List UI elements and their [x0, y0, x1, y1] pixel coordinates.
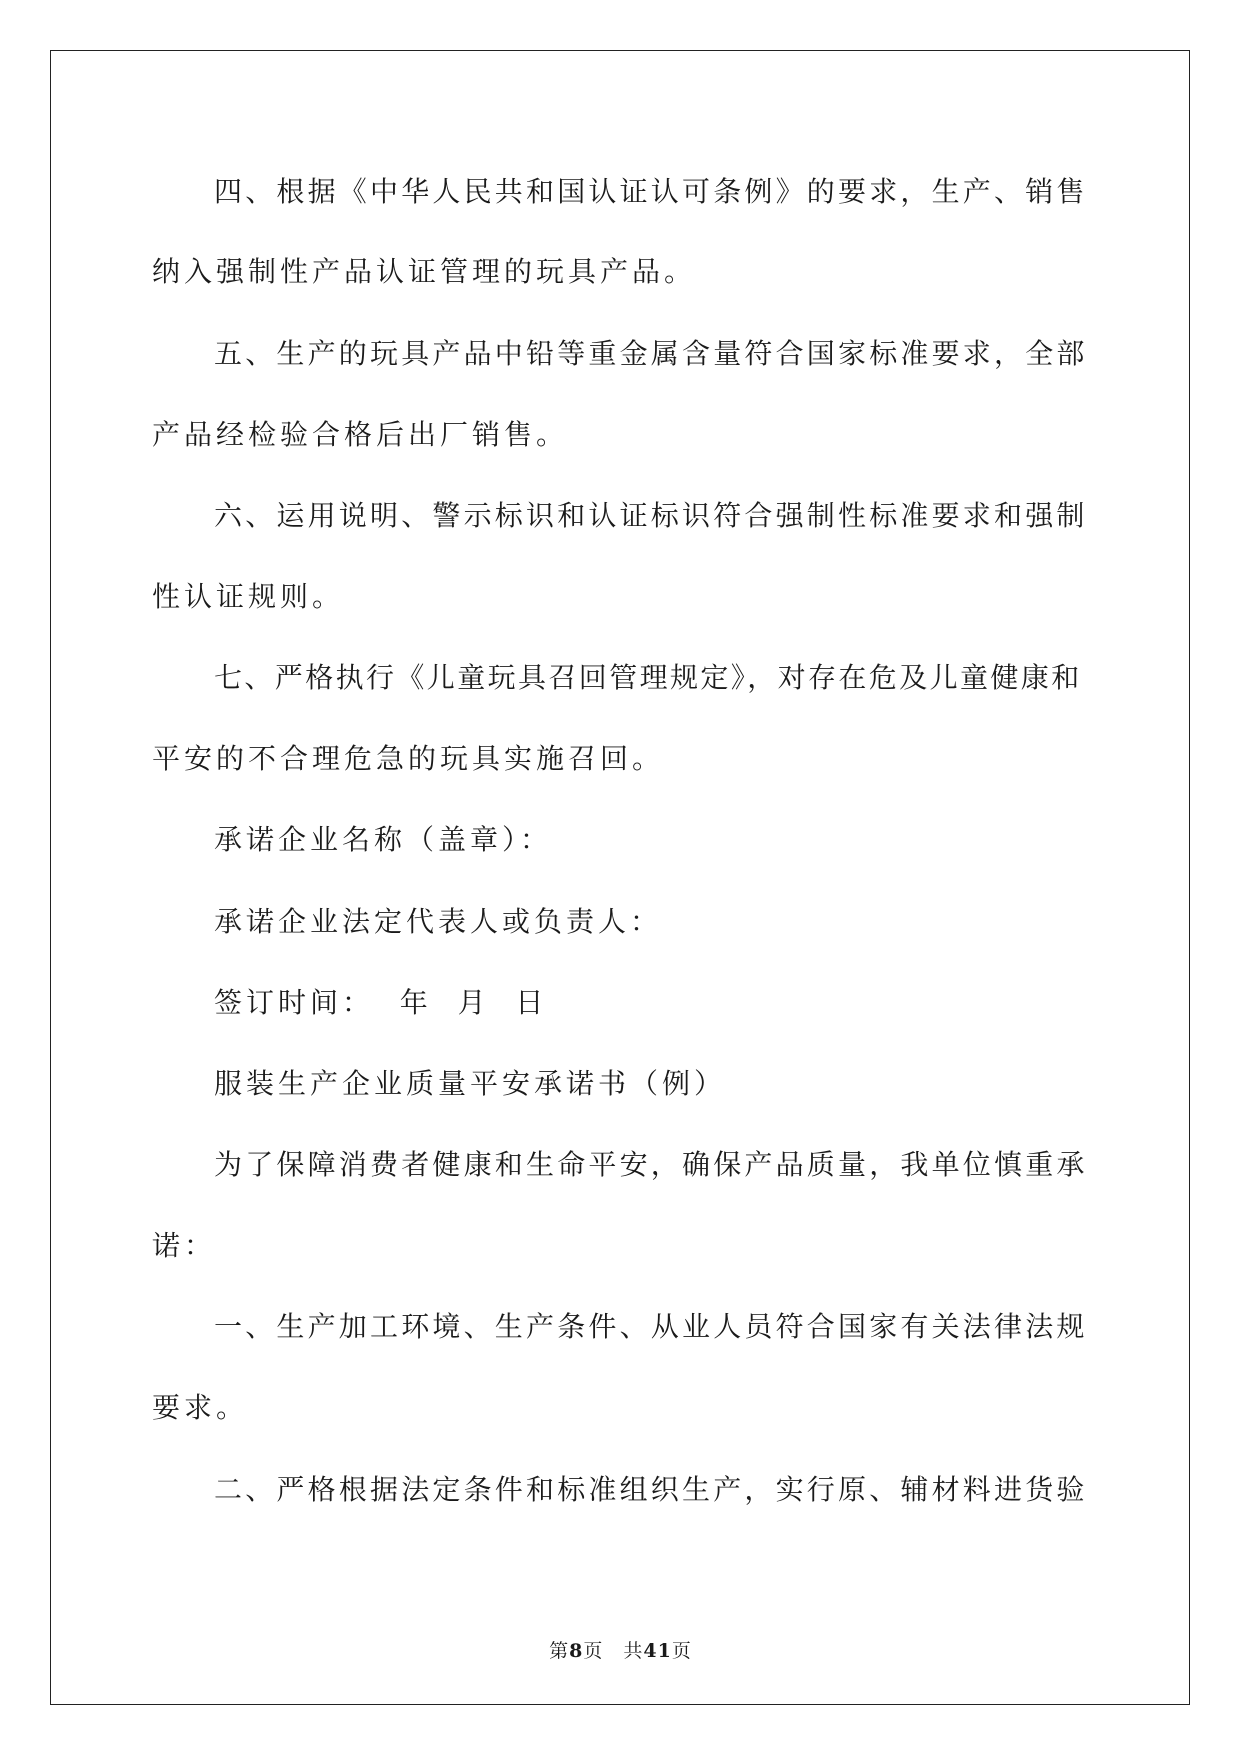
- text-line-15: 一、生产加工环境、生产条件、从业人员符合国家有关法律法规: [214, 1310, 1088, 1343]
- page-mid: 页 共: [583, 1640, 644, 1662]
- text-line-5: 六、运用说明、警示标识和认证标识符合强制性标准要求和强制: [214, 499, 1088, 532]
- text-line-13: 为了保障消费者健康和生命平安，确保产品质量，我单位慎重承: [214, 1148, 1088, 1181]
- text-line-12: 服装生产企业质量平安承诺书（例）: [214, 1067, 727, 1100]
- page-footer: [0, 1636, 1241, 1663]
- text-line-7: 七、严格执行《儿童玩具召回管理规定》，对存在危及儿童健康和: [214, 661, 1082, 694]
- text-line-8: 平安的不合理危急的玩具实施召回。: [152, 742, 665, 775]
- page-number: 8: [569, 1640, 584, 1662]
- text-line-10: 承诺企业法定代表人或负责人：: [214, 905, 663, 938]
- text-line-11: 签订时间： 年 月 日: [214, 986, 548, 1019]
- page-suffix: 页: [671, 1640, 692, 1662]
- text-line-9: 承诺企业名称（盖章）：: [214, 823, 553, 856]
- page-total: 41: [643, 1640, 672, 1662]
- text-line-2: 纳入强制性产品认证管理的玩具产品。: [152, 255, 697, 288]
- text-line-1: 四、根据《中华人民共和国认证认可条例》的要求，生产、销售: [214, 175, 1088, 208]
- text-line-16: 要求。: [152, 1391, 249, 1424]
- text-line-14: 诺：: [152, 1229, 217, 1262]
- text-line-4: 产品经检验合格后出厂销售。: [152, 418, 569, 451]
- text-line-17: 二、严格根据法定条件和标准组织生产，实行原、辅材料进货验: [214, 1473, 1088, 1506]
- text-line-6: 性认证规则。: [152, 580, 345, 613]
- text-line-3: 五、生产的玩具产品中铅等重金属含量符合国家标准要求，全部: [214, 337, 1088, 370]
- page-border: [50, 50, 1190, 1705]
- page-prefix: 第: [549, 1640, 570, 1662]
